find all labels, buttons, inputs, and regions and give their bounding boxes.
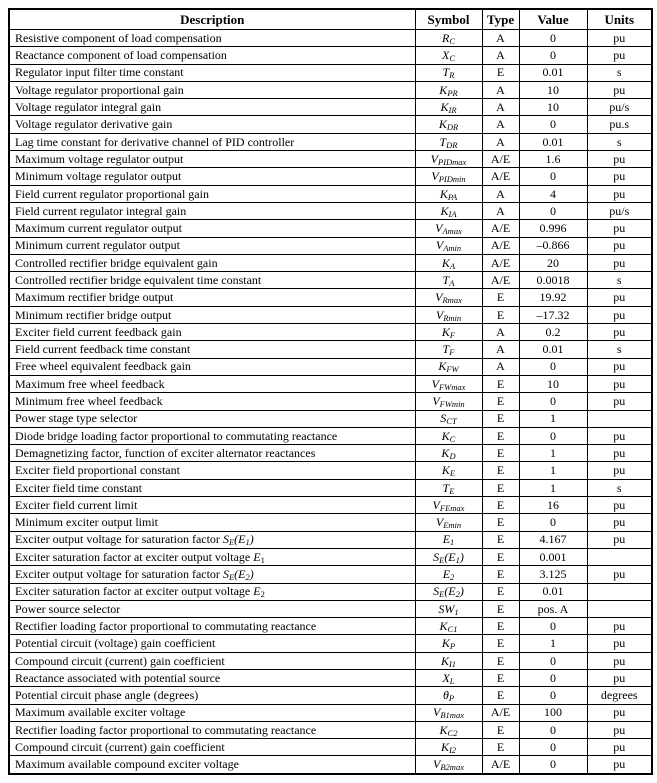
value-cell: 3.125 — [519, 566, 587, 583]
value-cell: 1 — [519, 410, 587, 427]
description-cell: Rectifier loading factor proportional to commutating reactance — [9, 618, 415, 635]
type-cell: A/E — [482, 151, 519, 168]
table-row — [9, 704, 652, 721]
units-cell — [587, 410, 652, 427]
symbol-cell: $K_{IA}$ — [415, 202, 482, 219]
type-cell: E — [482, 566, 519, 583]
type-cell: A — [482, 81, 519, 98]
type-cell: E — [482, 739, 519, 756]
units-cell: pu — [587, 81, 652, 98]
value-cell: 4.167 — [519, 531, 587, 548]
symbol-cell: $E_2$ — [415, 566, 482, 583]
description-cell: Minimum free wheel feedback — [9, 393, 415, 410]
symbol-cell: $T_{DR}$ — [415, 133, 482, 150]
col-header-value: Value — [519, 9, 587, 30]
units-cell: pu — [587, 324, 652, 341]
table-row — [9, 168, 652, 185]
value-cell: 1 — [519, 479, 587, 496]
description-cell: Regulator input filter time constant — [9, 64, 415, 81]
units-cell: pu — [587, 393, 652, 410]
symbol-cell: $V_{Amax}$ — [415, 220, 482, 237]
units-cell: pu — [587, 739, 652, 756]
description-cell: Controlled rectifier bridge equivalent gain — [9, 254, 415, 271]
value-cell: 0 — [519, 30, 587, 47]
type-cell: A — [482, 99, 519, 116]
table-row — [9, 739, 652, 756]
table-row — [9, 514, 652, 531]
type-cell: E — [482, 618, 519, 635]
units-cell: pu — [587, 185, 652, 202]
table-row — [9, 272, 652, 289]
type-cell: A — [482, 133, 519, 150]
symbol-cell: $K_{C2}$ — [415, 721, 482, 738]
table-row — [9, 669, 652, 686]
units-cell: pu — [587, 289, 652, 306]
symbol-cell: $V_{B2max}$ — [415, 756, 482, 774]
symbol-cell: $E_1$ — [415, 531, 482, 548]
value-cell: 10 — [519, 81, 587, 98]
units-cell: pu — [587, 531, 652, 548]
table-row — [9, 393, 652, 410]
value-cell: 0 — [519, 47, 587, 64]
table-body — [9, 30, 652, 775]
type-cell: E — [482, 289, 519, 306]
units-cell: pu — [587, 237, 652, 254]
value-cell: 1.6 — [519, 151, 587, 168]
symbol-cell: $K_P$ — [415, 635, 482, 652]
table-row — [9, 479, 652, 496]
table-row — [9, 202, 652, 219]
units-cell: s — [587, 341, 652, 358]
units-cell: pu — [587, 704, 652, 721]
symbol-cell: $X_C$ — [415, 47, 482, 64]
value-cell: 0 — [519, 721, 587, 738]
symbol-cell: $K_{C1}$ — [415, 618, 482, 635]
value-cell: 0 — [519, 618, 587, 635]
symbol-cell: $V_{Emin}$ — [415, 514, 482, 531]
value-cell: 0 — [519, 427, 587, 444]
description-cell: Maximum voltage regulator output — [9, 151, 415, 168]
value-cell: pos. A — [519, 600, 587, 617]
symbol-cell: $V_{PIDmax}$ — [415, 151, 482, 168]
value-cell: 0 — [519, 358, 587, 375]
symbol-cell: $V_{FEmax}$ — [415, 497, 482, 514]
units-cell: pu — [587, 721, 652, 738]
type-cell: A — [482, 30, 519, 47]
description-cell: Demagnetizing factor, function of exciter alternator reactances — [9, 445, 415, 462]
description-cell: Maximum rectifier bridge output — [9, 289, 415, 306]
value-cell: 10 — [519, 375, 587, 392]
type-cell: E — [482, 721, 519, 738]
description-cell: Rectifier loading factor proportional to commutating reactance — [9, 721, 415, 738]
description-cell: Field current regulator integral gain — [9, 202, 415, 219]
table-row — [9, 583, 652, 600]
symbol-cell: $V_{Rmin}$ — [415, 306, 482, 323]
symbol-cell: $T_A$ — [415, 272, 482, 289]
symbol-cell: $V_{FWmax}$ — [415, 375, 482, 392]
value-cell: 0 — [519, 739, 587, 756]
table-row — [9, 358, 652, 375]
value-cell: –0.866 — [519, 237, 587, 254]
type-cell: A — [482, 202, 519, 219]
description-cell: Exciter field proportional constant — [9, 462, 415, 479]
description-cell: Reactance component of load compensation — [9, 47, 415, 64]
symbol-cell: $K_{FW}$ — [415, 358, 482, 375]
table-row — [9, 81, 652, 98]
table-row — [9, 635, 652, 652]
type-cell: E — [482, 600, 519, 617]
symbol-cell: $T_R$ — [415, 64, 482, 81]
col-header-symbol: Symbol — [415, 9, 482, 30]
table-row — [9, 566, 652, 583]
symbol-cell: $K_E$ — [415, 462, 482, 479]
units-cell: pu — [587, 254, 652, 271]
symbol-cell: $R_C$ — [415, 30, 482, 47]
value-cell: 0 — [519, 687, 587, 704]
symbol-cell: $X_L$ — [415, 669, 482, 686]
description-cell: Free wheel equivalent feedback gain — [9, 358, 415, 375]
symbol-cell: $V_{Amin}$ — [415, 237, 482, 254]
description-cell: Voltage regulator proportional gain — [9, 81, 415, 98]
symbol-cell: $K_{PA}$ — [415, 185, 482, 202]
value-cell: 0 — [519, 756, 587, 774]
units-cell: pu — [587, 566, 652, 583]
col-header-type: Type — [482, 9, 519, 30]
value-cell: 0.2 — [519, 324, 587, 341]
units-cell: s — [587, 272, 652, 289]
units-cell: pu.s — [587, 116, 652, 133]
units-cell: degrees — [587, 687, 652, 704]
description-cell: Reactance associated with potential source — [9, 669, 415, 686]
units-cell: s — [587, 133, 652, 150]
type-cell: E — [482, 64, 519, 81]
table-row — [9, 151, 652, 168]
symbol-cell: $V_{B1max}$ — [415, 704, 482, 721]
description-cell: Minimum voltage regulator output — [9, 168, 415, 185]
units-cell: pu — [587, 652, 652, 669]
symbol-cell: $T_E$ — [415, 479, 482, 496]
type-cell: A — [482, 358, 519, 375]
table-row — [9, 652, 652, 669]
value-cell: 19.92 — [519, 289, 587, 306]
value-cell: 0 — [519, 393, 587, 410]
units-cell: pu — [587, 618, 652, 635]
table-row — [9, 427, 652, 444]
type-cell: E — [482, 583, 519, 600]
units-cell: s — [587, 64, 652, 81]
value-cell: 0.01 — [519, 64, 587, 81]
units-cell: s — [587, 479, 652, 496]
value-cell: 0 — [519, 202, 587, 219]
type-cell: A/E — [482, 237, 519, 254]
type-cell: E — [482, 497, 519, 514]
value-cell: 0.996 — [519, 220, 587, 237]
symbol-cell: $S_E(E_1)$ — [415, 548, 482, 565]
units-cell: pu — [587, 30, 652, 47]
value-cell: 0 — [519, 116, 587, 133]
type-cell: E — [482, 427, 519, 444]
units-cell — [587, 548, 652, 565]
units-cell: pu/s — [587, 202, 652, 219]
type-cell: A — [482, 116, 519, 133]
type-cell: E — [482, 548, 519, 565]
value-cell: 0.01 — [519, 133, 587, 150]
value-cell: 1 — [519, 462, 587, 479]
type-cell: A/E — [482, 168, 519, 185]
table-row — [9, 64, 652, 81]
description-cell: Compound circuit (current) gain coefficient — [9, 652, 415, 669]
description-cell: Voltage regulator derivative gain — [9, 116, 415, 133]
description-cell: Lag time constant for derivative channel of PID controller — [9, 133, 415, 150]
value-cell: 0 — [519, 669, 587, 686]
units-cell: pu — [587, 151, 652, 168]
value-cell: 0.0018 — [519, 272, 587, 289]
table-row — [9, 306, 652, 323]
table-row — [9, 341, 652, 358]
type-cell: A — [482, 185, 519, 202]
table-row — [9, 375, 652, 392]
units-cell: pu — [587, 375, 652, 392]
value-cell: 0.001 — [519, 548, 587, 565]
description-cell: Maximum current regulator output — [9, 220, 415, 237]
table-row — [9, 531, 652, 548]
description-cell: Potential circuit phase angle (degrees) — [9, 687, 415, 704]
symbol-cell: $SW_1$ — [415, 600, 482, 617]
units-cell: pu — [587, 168, 652, 185]
parameter-table — [8, 8, 653, 775]
description-cell: Minimum rectifier bridge output — [9, 306, 415, 323]
symbol-cell: $S_E(E_2)$ — [415, 583, 482, 600]
value-cell: 4 — [519, 185, 587, 202]
type-cell: E — [482, 687, 519, 704]
symbol-cell: $T_F$ — [415, 341, 482, 358]
units-cell: pu — [587, 514, 652, 531]
table-row — [9, 116, 652, 133]
description-cell: Exciter output voltage for saturation factor $S_E(E_2)$ — [9, 566, 415, 583]
table-row — [9, 618, 652, 635]
value-cell: 100 — [519, 704, 587, 721]
table-row — [9, 497, 652, 514]
units-cell: pu — [587, 47, 652, 64]
value-cell: 0 — [519, 168, 587, 185]
symbol-cell: $K_A$ — [415, 254, 482, 271]
description-cell: Exciter field time constant — [9, 479, 415, 496]
table-row — [9, 133, 652, 150]
description-cell: Diode bridge loading factor proportional to commutating reactance — [9, 427, 415, 444]
description-cell: Maximum available compound exciter voltage — [9, 756, 415, 774]
description-cell: Power source selector — [9, 600, 415, 617]
description-cell: Field current regulator proportional gain — [9, 185, 415, 202]
symbol-cell: $K_{PR}$ — [415, 81, 482, 98]
type-cell: A/E — [482, 254, 519, 271]
units-cell: pu — [587, 497, 652, 514]
symbol-cell: $\theta_P$ — [415, 687, 482, 704]
symbol-cell: $K_{I1}$ — [415, 652, 482, 669]
units-cell: pu — [587, 756, 652, 774]
table-row — [9, 289, 652, 306]
value-cell: 1 — [519, 635, 587, 652]
type-cell: E — [482, 306, 519, 323]
type-cell: A/E — [482, 756, 519, 774]
symbol-cell: $K_{I2}$ — [415, 739, 482, 756]
type-cell: E — [482, 393, 519, 410]
units-cell: pu — [587, 427, 652, 444]
type-cell: E — [482, 410, 519, 427]
col-header-description: Description — [9, 9, 415, 30]
table-row — [9, 237, 652, 254]
table-row — [9, 462, 652, 479]
description-cell: Exciter saturation factor at exciter output voltage $E_2$ — [9, 583, 415, 600]
description-cell: Resistive component of load compensation — [9, 30, 415, 47]
type-cell: A — [482, 324, 519, 341]
description-cell: Exciter output voltage for saturation factor $S_E(E_1)$ — [9, 531, 415, 548]
value-cell: 0 — [519, 514, 587, 531]
description-cell: Exciter field current limit — [9, 497, 415, 514]
type-cell: E — [482, 375, 519, 392]
col-header-units: Units — [587, 9, 652, 30]
type-cell: A/E — [482, 704, 519, 721]
units-cell — [587, 583, 652, 600]
units-cell: pu — [587, 462, 652, 479]
description-cell: Controlled rectifier bridge equivalent time constant — [9, 272, 415, 289]
value-cell: 20 — [519, 254, 587, 271]
description-cell: Field current feedback time constant — [9, 341, 415, 358]
description-cell: Compound circuit (current) gain coefficient — [9, 739, 415, 756]
table-row — [9, 687, 652, 704]
value-cell: 0.01 — [519, 583, 587, 600]
table-row — [9, 756, 652, 774]
symbol-cell: $K_{IR}$ — [415, 99, 482, 116]
table-row — [9, 185, 652, 202]
description-cell: Power stage type selector — [9, 410, 415, 427]
table-row — [9, 548, 652, 565]
symbol-cell: $K_D$ — [415, 445, 482, 462]
value-cell: 0.01 — [519, 341, 587, 358]
type-cell: E — [482, 531, 519, 548]
description-cell: Potential circuit (voltage) gain coefficient — [9, 635, 415, 652]
table-row — [9, 600, 652, 617]
table-row — [9, 721, 652, 738]
units-cell: pu — [587, 445, 652, 462]
type-cell: E — [482, 514, 519, 531]
value-cell: –17.32 — [519, 306, 587, 323]
description-cell: Exciter field current feedback gain — [9, 324, 415, 341]
symbol-cell: $V_{Rmax}$ — [415, 289, 482, 306]
units-cell: pu — [587, 306, 652, 323]
description-cell: Voltage regulator integral gain — [9, 99, 415, 116]
symbol-cell: $V_{FWmin}$ — [415, 393, 482, 410]
symbol-cell: $K_C$ — [415, 427, 482, 444]
description-cell: Maximum available exciter voltage — [9, 704, 415, 721]
symbol-cell: $K_F$ — [415, 324, 482, 341]
header-row — [9, 9, 652, 30]
table-row — [9, 445, 652, 462]
table-row — [9, 324, 652, 341]
table-row — [9, 47, 652, 64]
type-cell: A — [482, 341, 519, 358]
units-cell: pu — [587, 635, 652, 652]
type-cell: E — [482, 462, 519, 479]
units-cell: pu — [587, 669, 652, 686]
value-cell: 0 — [519, 652, 587, 669]
type-cell: A — [482, 47, 519, 64]
units-cell — [587, 600, 652, 617]
type-cell: A/E — [482, 220, 519, 237]
description-cell: Minimum current regulator output — [9, 237, 415, 254]
table-row — [9, 254, 652, 271]
type-cell: E — [482, 635, 519, 652]
value-cell: 10 — [519, 99, 587, 116]
type-cell: E — [482, 652, 519, 669]
type-cell: A/E — [482, 272, 519, 289]
description-cell: Minimum exciter output limit — [9, 514, 415, 531]
type-cell: E — [482, 479, 519, 496]
description-cell: Maximum free wheel feedback — [9, 375, 415, 392]
table-row — [9, 410, 652, 427]
units-cell: pu — [587, 358, 652, 375]
description-cell: Exciter saturation factor at exciter output voltage $E_1$ — [9, 548, 415, 565]
value-cell: 1 — [519, 445, 587, 462]
symbol-cell: $S_{CT}$ — [415, 410, 482, 427]
units-cell: pu — [587, 220, 652, 237]
symbol-cell: $V_{PIDmin}$ — [415, 168, 482, 185]
table-row — [9, 220, 652, 237]
table-row — [9, 99, 652, 116]
value-cell: 16 — [519, 497, 587, 514]
table-row — [9, 30, 652, 47]
type-cell: E — [482, 669, 519, 686]
type-cell: E — [482, 445, 519, 462]
symbol-cell: $K_{DR}$ — [415, 116, 482, 133]
units-cell: pu/s — [587, 99, 652, 116]
